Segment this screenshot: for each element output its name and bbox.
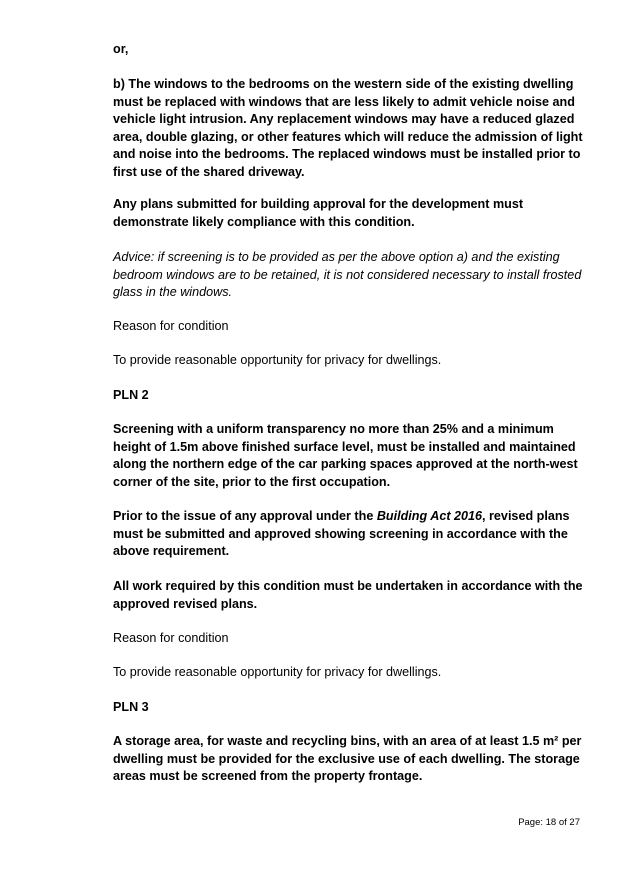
paragraph-pln3-storage: A storage area, for waste and recycling bins, with an area of at least 1.5 m² per dwelling must be provided for the exclusive use of each dwelling. The storage areas must be screened from the property frontage. — [113, 734, 582, 783]
heading-pln-3: PLN 3 — [113, 700, 149, 714]
reason-label-2: Reason for condition — [113, 631, 229, 645]
paragraph-advice: Advice: if screening is to be provided as per the above option a) and the existing bedroom windows are to be retained, it is not considered necessary to install frosted glass in the windows. — [113, 250, 582, 299]
text-prior: Prior to the issue of any approval under the — [113, 509, 377, 523]
reason-text-2: To provide reasonable opportunity for privacy for dwellings. — [113, 665, 442, 679]
text-revised-plans: , revised plans must be submitted and approved showing screening in accordance with the above requirement. — [113, 509, 570, 558]
paragraph-pln2-work: All work required by this condition must be undertaken in accordance with the approved revised plans. — [113, 579, 583, 611]
paragraph-option-b: b) The windows to the bedrooms on the western side of the existing dwelling must be replaced with windows that are less likely to admit vehicle noise and vehicle light intrusion. Any replacement windows may have a reduced glazed area, double glazing, or other features which will reduce the admission of light and noise into the bedrooms. The replaced windows must be installed prior to first use of the shared driveway. — [113, 77, 583, 179]
paragraph-or: or, — [113, 42, 129, 56]
paragraph-pln2-revised-plans — [113, 508, 583, 561]
paragraph-pln2-screening: Screening with a uniform transparency no more than 25% and a minimum height of 1.5m above finished surface level, must be installed and maintained along the northern edge of the car parking spaces approved at the north-west corner of the site, prior to the first occupation. — [113, 422, 578, 489]
paragraph-building-approval: Any plans submitted for building approval for the development must demonstrate likely compliance with this condition. — [113, 197, 524, 229]
page-number: Page: 18 of 27 — [518, 817, 580, 828]
heading-pln-2: PLN 2 — [113, 388, 149, 402]
reason-label-1: Reason for condition — [113, 319, 229, 333]
text-building-act: Building Act 2016 — [376, 509, 483, 523]
reason-text-1: To provide reasonable opportunity for privacy for dwellings. — [113, 353, 442, 367]
